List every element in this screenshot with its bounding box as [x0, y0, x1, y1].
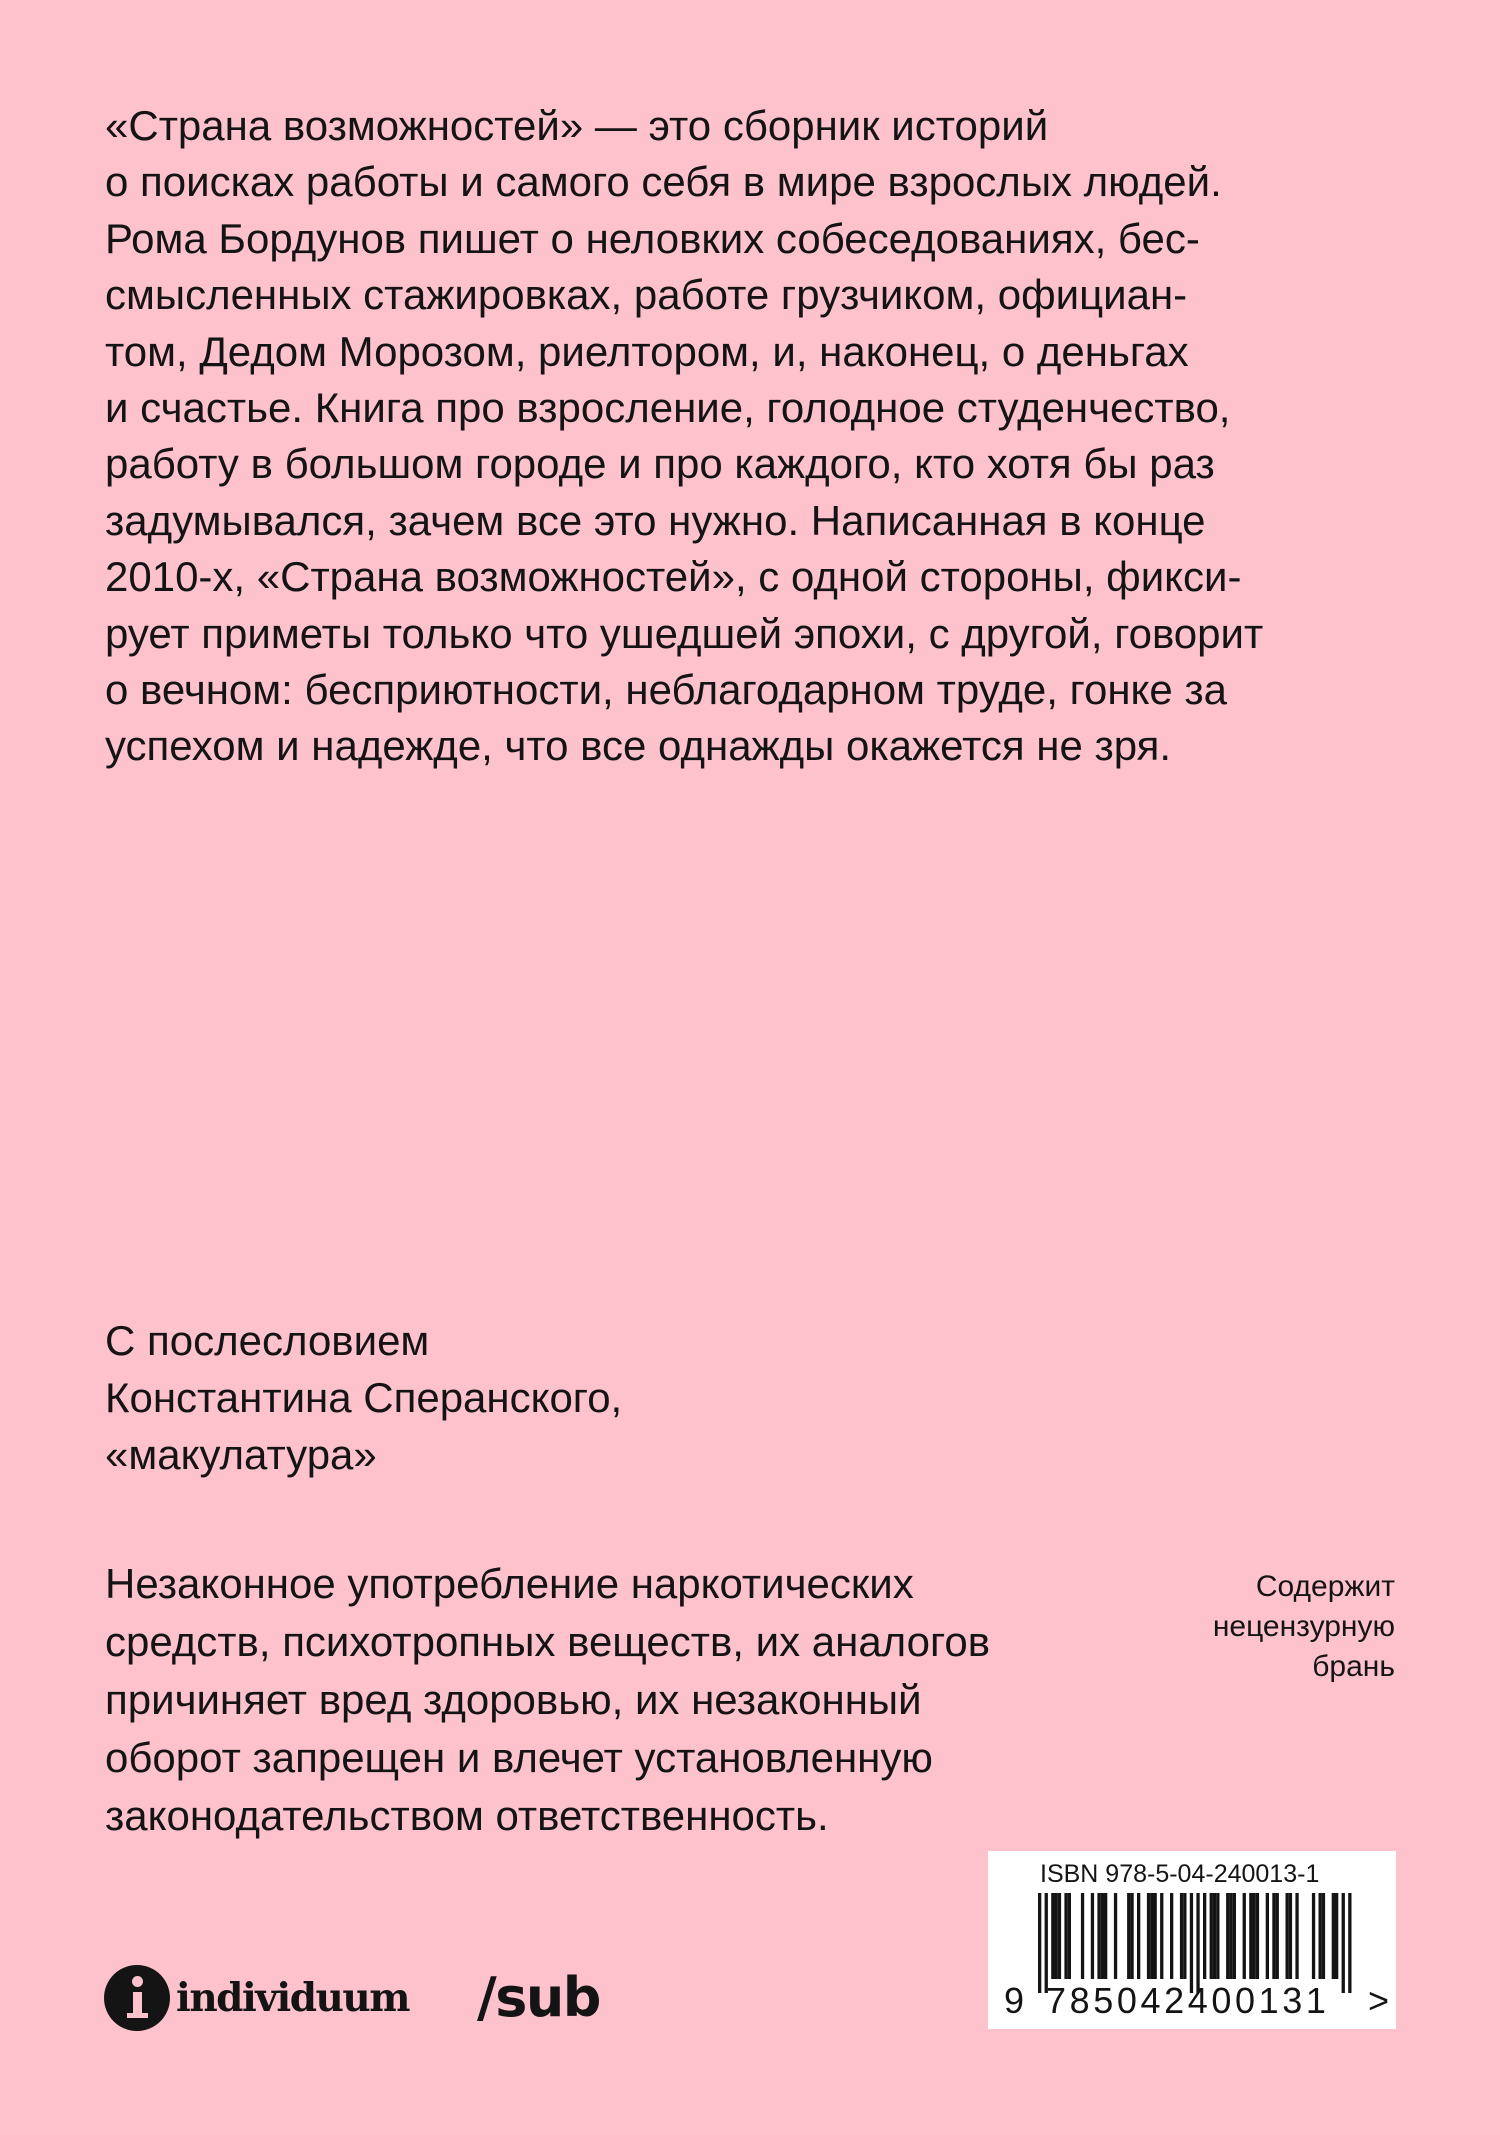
barcode-bar: [1256, 1893, 1259, 1979]
barcode-bar: [1312, 1893, 1315, 1979]
barcode-bar: [1051, 1893, 1054, 1979]
barcode-bar: [1332, 1893, 1335, 1979]
barcode-bar: [1229, 1893, 1232, 1979]
barcode-bar: [1216, 1893, 1219, 1979]
rating-line: брань: [1312, 1650, 1395, 1683]
barcode-bar: [1064, 1893, 1067, 1979]
content-rating-notice: [1135, 1567, 1395, 1687]
sub-logo: /sub: [477, 1966, 600, 2029]
barcode-bar: [1253, 1893, 1256, 1979]
book-description: [105, 98, 1395, 775]
info-i-icon: [104, 1965, 170, 2031]
afterword-line: С послесловием: [105, 1317, 430, 1364]
barcode-bar: [1319, 1893, 1322, 1979]
description-line: Рома Бордунов пишет о неловких собеседованиях, бес-: [105, 214, 1200, 262]
barcode-digits: 785042400131: [1046, 1980, 1330, 2021]
afterword-line: Константина Сперанского,: [105, 1374, 623, 1421]
barcode-first-digit: 9: [1004, 1980, 1025, 2021]
description-line: рует приметы только что ушедшей эпохи, с другой, говорит: [105, 609, 1264, 657]
barcode-bar: [1130, 1893, 1133, 1979]
description-line: «Страна возможностей» — это сборник историй: [105, 102, 1049, 149]
barcode-bar: [1104, 1893, 1107, 1979]
barcode-bar: [1249, 1893, 1252, 1979]
barcode-bar: [1147, 1893, 1150, 1979]
barcode-bar: [1276, 1893, 1279, 1979]
barcode-bar: [1114, 1893, 1117, 1979]
barcode-bar: [1286, 1893, 1289, 1979]
barcode-bar: [1322, 1893, 1325, 1979]
description-line: том, Дедом Морозом, риелтором, и, наконец, о деньгах: [105, 327, 1189, 375]
barcode-bar: [1154, 1893, 1157, 1979]
barcode-bar: [1243, 1893, 1246, 1979]
barcode-bar: [1190, 1893, 1193, 1993]
warning-line: оборот запрещен и влечет установленную: [105, 1734, 933, 1781]
warning-line: законодательством ответственность.: [105, 1792, 829, 1839]
barcode-bar: [1081, 1893, 1084, 1979]
afterword-note: [105, 1312, 622, 1483]
description-line: задумывался, зачем все это нужно. Написанная в конце: [105, 496, 1206, 544]
description-line: о вечном: бесприютности, неблагодарном труде, гонке за: [105, 666, 1228, 714]
warning-line: причиняет вред здоровью, их незаконный: [105, 1676, 922, 1723]
barcode-bar: [1183, 1893, 1186, 1979]
barcode-bar: [1210, 1893, 1213, 1979]
warning-line: средств, психотропных веществ, их аналогов: [105, 1618, 991, 1665]
isbn-label: ISBN 978-5-04-240013-1: [1040, 1860, 1320, 1888]
barcode-bar: [1233, 1893, 1236, 1979]
barcode-bar: [1226, 1893, 1229, 1979]
barcode-bar: [1127, 1893, 1130, 1979]
barcode-bar: [1348, 1893, 1351, 1993]
barcode-bar: [1295, 1893, 1298, 1979]
barcode-bar: [1055, 1893, 1058, 1979]
rating-line: нецензурную: [1212, 1610, 1395, 1643]
barcode-bar: [1342, 1893, 1345, 1993]
barcode-bar: [1097, 1893, 1100, 1979]
description-line: смысленных стажировках, работе грузчиком, официан-: [105, 271, 1188, 319]
afterword-line: «макулатура»: [105, 1431, 377, 1478]
barcode-bar: [1068, 1893, 1071, 1979]
description-line: 2010-х, «Страна возможностей», с одной стороны, фикси-: [105, 553, 1242, 601]
barcode-arrow: >: [1368, 1980, 1390, 2021]
isbn-barcode: [988, 1851, 1396, 2029]
barcode-bar: [1045, 1893, 1048, 1993]
barcode-bar: [1180, 1893, 1183, 1979]
barcode-bar: [1272, 1893, 1275, 1979]
individuum-logo: [104, 1965, 409, 2031]
warning-line: Незаконное употребление наркотических: [105, 1560, 914, 1607]
barcode-bar: [1160, 1893, 1163, 1979]
barcode-bar: [1266, 1893, 1269, 1979]
description-line: успехом и надежде, что все однажды окажется не зря.: [105, 722, 1172, 770]
barcode-bar: [1196, 1893, 1199, 1993]
description-line: работу в большом городе и про каждого, кто хотя бы раз: [105, 440, 1215, 488]
barcode-bar: [1213, 1893, 1216, 1979]
barcode-bar: [1091, 1893, 1094, 1979]
individuum-wordmark: individuum: [176, 1975, 409, 2021]
drug-warning: [105, 1555, 990, 1845]
description-line: и счастье. Книга про взросление, голодное студенчество,: [105, 384, 1231, 432]
description-line: о поисках работы и самого себя в мире взрослых людей.: [105, 158, 1222, 206]
barcode-bar: [1137, 1893, 1140, 1979]
barcode-bar: [1289, 1893, 1292, 1979]
barcode-bar: [1150, 1893, 1153, 1979]
rating-line: Содержит: [1255, 1570, 1395, 1603]
barcode-bar: [1335, 1893, 1338, 1979]
barcode-bar: [1203, 1893, 1206, 1979]
barcode-bar: [1101, 1893, 1104, 1979]
barcode-bar: [1170, 1893, 1173, 1979]
barcode-bar: [1058, 1893, 1061, 1979]
barcode-bar: [1038, 1893, 1041, 1993]
